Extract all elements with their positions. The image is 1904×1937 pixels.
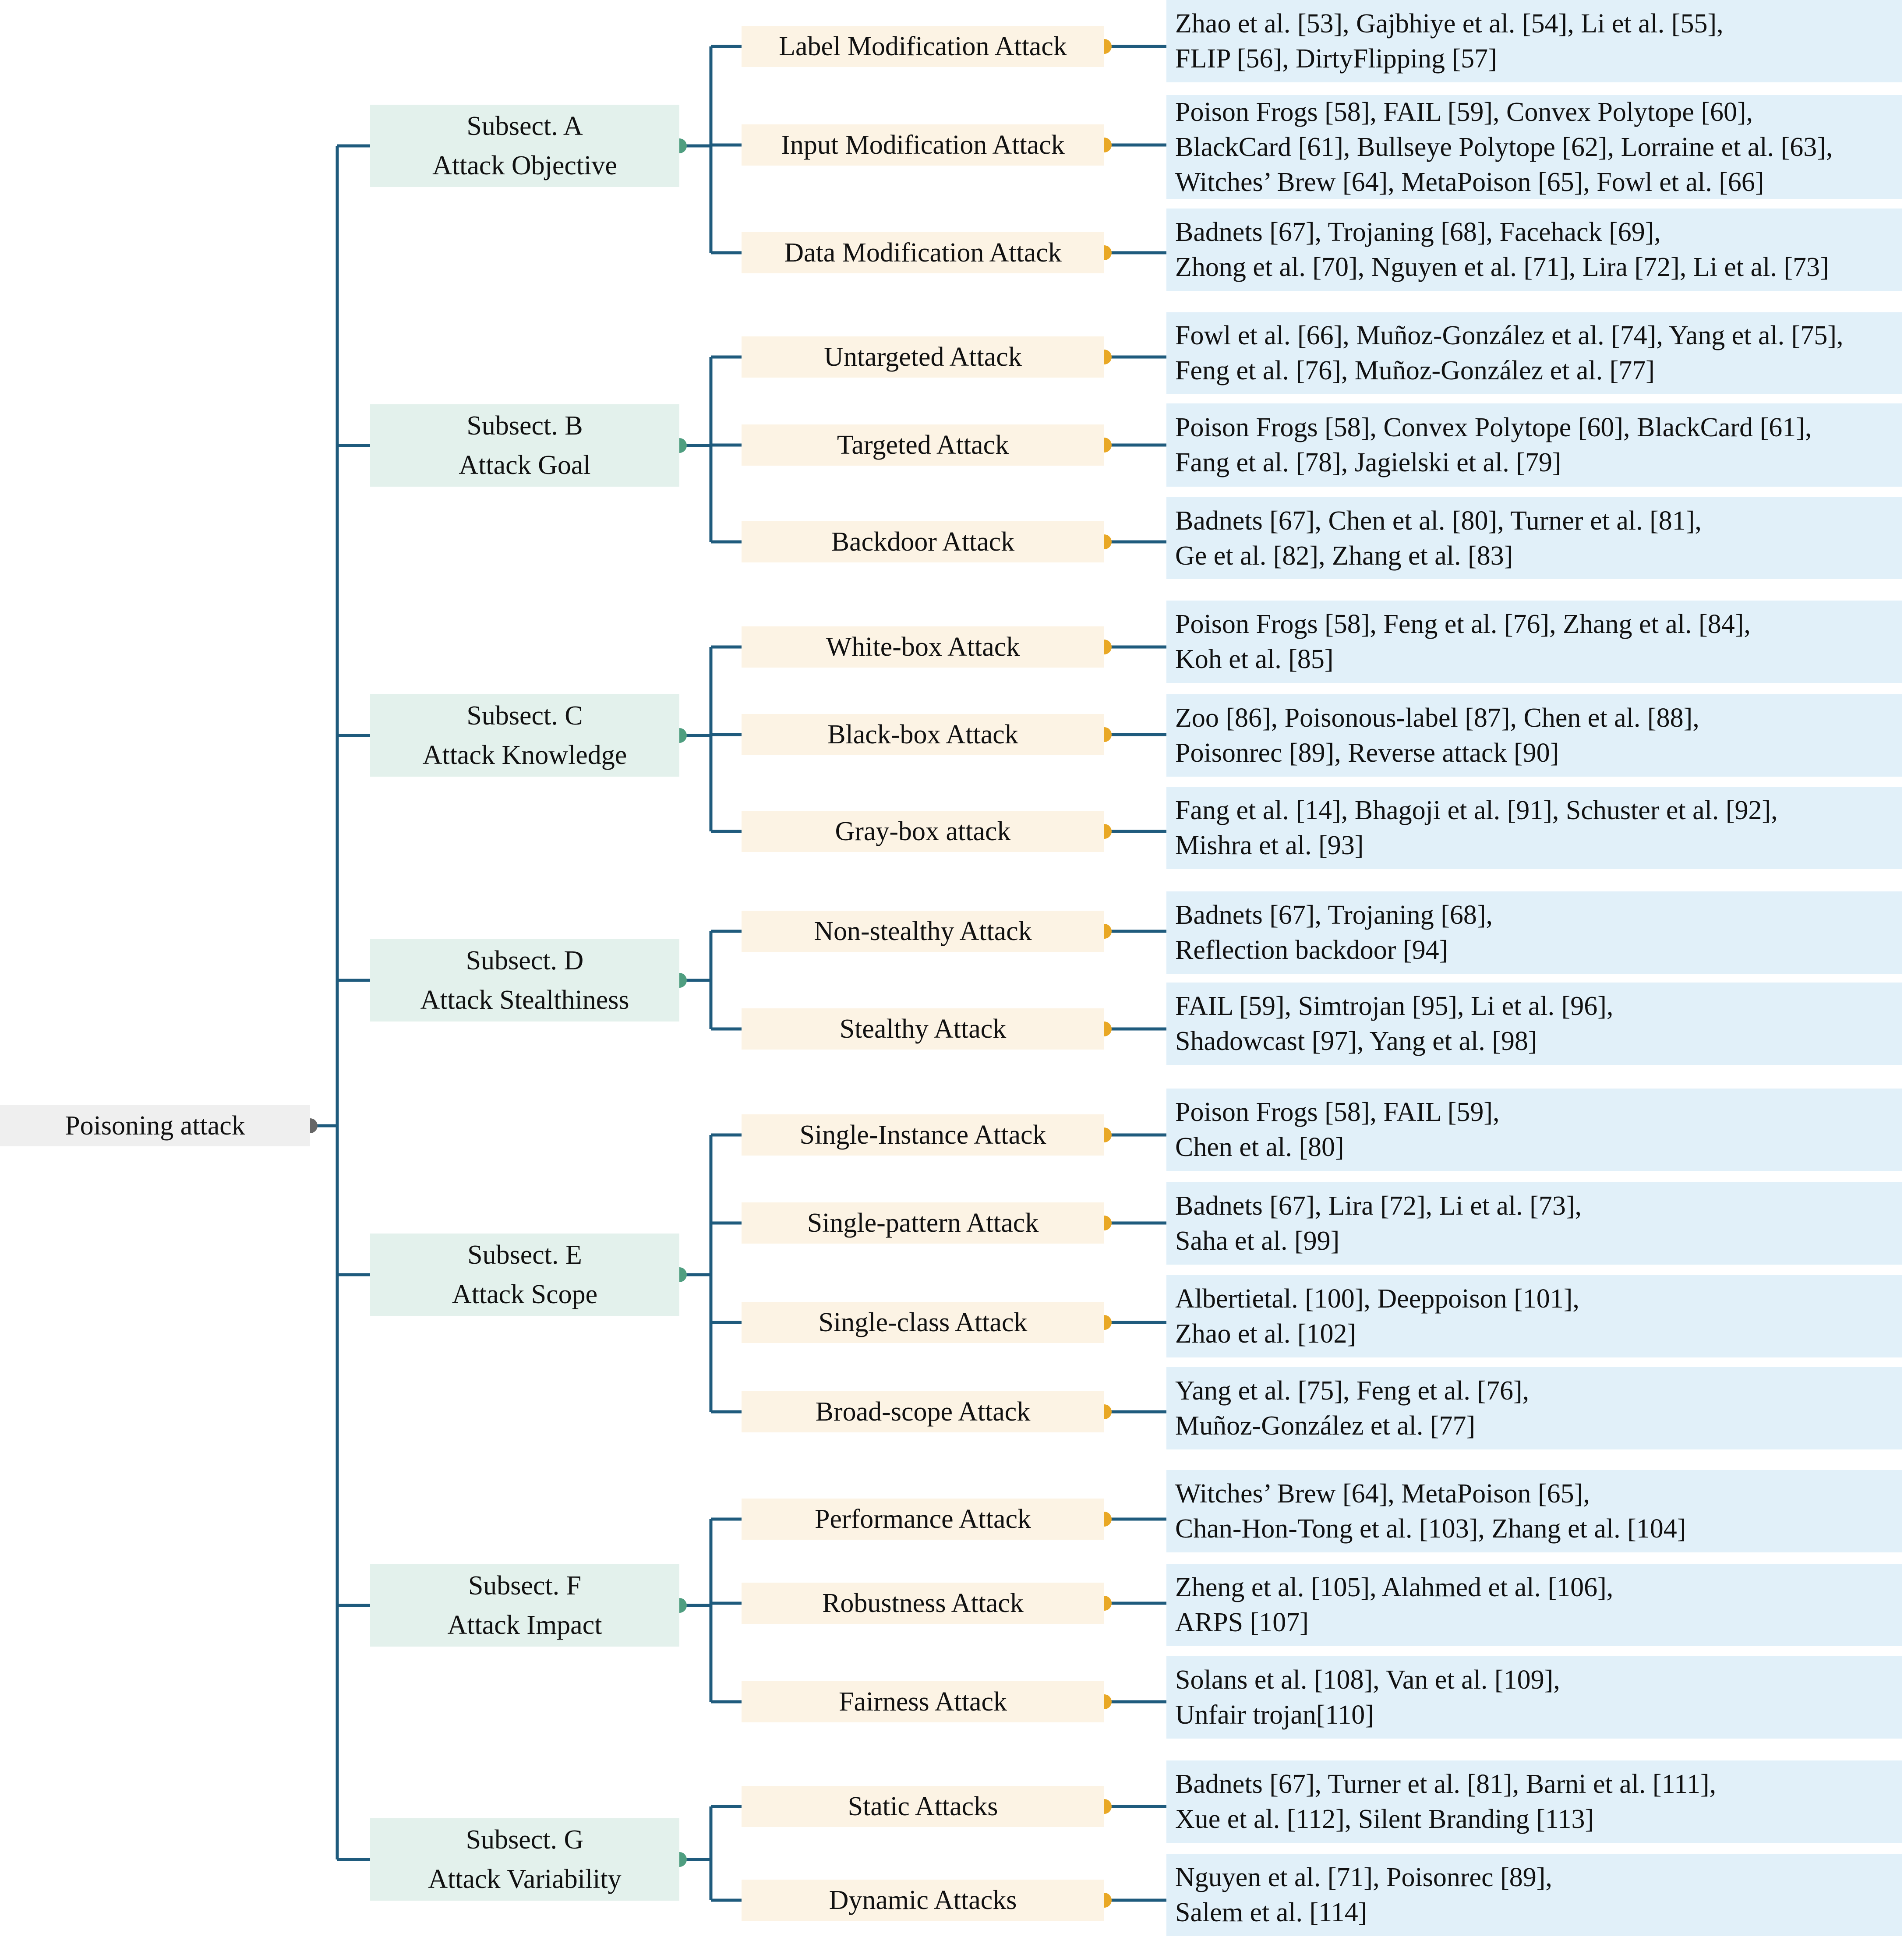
section-node-a bbox=[370, 105, 679, 187]
reference-line: Zhao et al. [53], Gajbhiye et al. [54], Li et al. [55], bbox=[1175, 9, 1724, 39]
category-node bbox=[742, 1786, 1104, 1827]
reference-list bbox=[1166, 601, 1902, 683]
reference-list bbox=[1166, 787, 1902, 869]
reference-line: Solans et al. [108], Van et al. [109], bbox=[1175, 1665, 1560, 1695]
reference-line: Zheng et al. [105], Alahmed et al. [106], bbox=[1175, 1573, 1614, 1602]
reference-line: Shadowcast [97], Yang et al. [98] bbox=[1175, 1026, 1537, 1056]
section-node-d bbox=[370, 939, 679, 1022]
reference-list bbox=[1166, 1089, 1902, 1171]
category-node bbox=[742, 714, 1104, 755]
reference-line: Zhong et al. [70], Nguyen et al. [71], Lira [72], Li et al. [73] bbox=[1175, 252, 1829, 282]
reference-line: Badnets [67], Trojaning [68], bbox=[1175, 900, 1493, 930]
section-node-e bbox=[370, 1234, 679, 1316]
category-label: Gray-box attack bbox=[835, 816, 1011, 846]
reference-line: Badnets [67], Turner et al. [81], Barni et al. [111], bbox=[1175, 1769, 1717, 1799]
reference-list bbox=[1166, 1275, 1902, 1357]
reference-line: Koh et al. [85] bbox=[1175, 644, 1334, 674]
root-node bbox=[0, 1105, 310, 1146]
category-label: Performance Attack bbox=[814, 1504, 1031, 1534]
reference-line: FAIL [59], Simtrojan [95], Li et al. [96], bbox=[1175, 991, 1614, 1021]
category-label: Input Modification Attack bbox=[781, 130, 1065, 160]
category-node bbox=[742, 911, 1104, 952]
reference-line: Zoo [86], Poisonous-label [87], Chen et al. [88], bbox=[1175, 703, 1699, 733]
section-node-b bbox=[370, 404, 679, 487]
section-title: Subsect. G bbox=[466, 1825, 584, 1855]
category-node bbox=[742, 1302, 1104, 1343]
reference-line: Poison Frogs [58], FAIL [59], bbox=[1175, 1097, 1500, 1127]
category-node bbox=[742, 1880, 1104, 1921]
section-title: Subsect. B bbox=[466, 411, 583, 441]
category-node bbox=[742, 424, 1104, 466]
reference-line: Witches’ Brew [64], MetaPoison [65], Fowl et al. [66] bbox=[1175, 167, 1764, 197]
reference-list bbox=[1166, 1182, 1902, 1265]
reference-line: Salem et al. [114] bbox=[1175, 1898, 1367, 1927]
reference-list bbox=[1166, 1564, 1902, 1646]
category-label: Single-Instance Attack bbox=[799, 1120, 1046, 1150]
category-label: Data Modification Attack bbox=[784, 237, 1062, 268]
category-label: Robustness Attack bbox=[822, 1588, 1024, 1618]
reference-list bbox=[1166, 694, 1902, 777]
reference-line: Reflection backdoor [94] bbox=[1175, 935, 1448, 965]
category-label: Untargeted Attack bbox=[824, 342, 1022, 372]
reference-line: Fang et al. [78], Jagielski et al. [79] bbox=[1175, 448, 1561, 477]
reference-line: Poison Frogs [58], Feng et al. [76], Zhang et al. [84], bbox=[1175, 609, 1751, 639]
reference-line: Fang et al. [14], Bhagoji et al. [91], Schuster et al. [92], bbox=[1175, 795, 1778, 825]
section-title: Subsect. C bbox=[466, 701, 583, 731]
category-node bbox=[742, 1499, 1104, 1540]
reference-line: Zhao et al. [102] bbox=[1175, 1319, 1356, 1349]
reference-line: ARPS [107] bbox=[1175, 1608, 1309, 1637]
section-title: Subsect. A bbox=[466, 111, 583, 141]
category-label: Single-class Attack bbox=[818, 1307, 1028, 1337]
category-node bbox=[742, 124, 1104, 166]
reference-line: Badnets [67], Chen et al. [80], Turner et al. [81], bbox=[1175, 505, 1702, 536]
category-label: Stealthy Attack bbox=[839, 1014, 1007, 1044]
section-subtitle: Attack Objective bbox=[432, 151, 617, 180]
category-label: Broad-scope Attack bbox=[815, 1396, 1031, 1427]
reference-list bbox=[1166, 403, 1902, 487]
section-subtitle: Attack Knowledge bbox=[422, 740, 627, 770]
category-label: Non-stealthy Attack bbox=[814, 916, 1032, 946]
category-node bbox=[742, 1583, 1104, 1624]
section-subtitle: Attack Variability bbox=[428, 1864, 622, 1894]
root-label: Poisoning attack bbox=[65, 1110, 245, 1141]
reference-line: Badnets [67], Trojaning [68], Facehack [69], bbox=[1175, 217, 1661, 247]
reference-line: Mishra et al. [93] bbox=[1175, 831, 1364, 860]
reference-line: Poison Frogs [58], Convex Polytope [60], BlackCard [61], bbox=[1175, 413, 1812, 442]
reference-line: Witches’ Brew [64], MetaPoison [65], bbox=[1175, 1479, 1590, 1509]
reference-list bbox=[1166, 1656, 1902, 1739]
category-node bbox=[742, 1008, 1104, 1050]
reference-line: Nguyen et al. [71], Poisonrec [89], bbox=[1175, 1863, 1552, 1892]
section-title: Subsect. D bbox=[466, 946, 584, 976]
reference-list bbox=[1166, 0, 1902, 82]
reference-line: Fowl et al. [66], Muñoz-González et al. [74], Yang et al. [75], bbox=[1175, 321, 1844, 350]
section-node-c bbox=[370, 694, 679, 777]
category-label: Targeted Attack bbox=[837, 430, 1009, 460]
category-node bbox=[742, 26, 1104, 67]
reference-list bbox=[1166, 891, 1902, 974]
category-node bbox=[742, 1202, 1104, 1244]
section-title: Subsect. E bbox=[467, 1240, 582, 1270]
section-subtitle: Attack Scope bbox=[452, 1280, 598, 1309]
section-node-g bbox=[370, 1818, 679, 1901]
section-title: Subsect. F bbox=[468, 1571, 582, 1601]
category-node bbox=[742, 1681, 1104, 1722]
category-label: Fairness Attack bbox=[839, 1686, 1007, 1717]
reference-line: Ge et al. [82], Zhang et al. [83] bbox=[1175, 541, 1513, 571]
category-label: Black-box Attack bbox=[827, 719, 1018, 749]
category-node bbox=[742, 521, 1104, 562]
reference-list bbox=[1166, 312, 1902, 394]
category-label: Label Modification Attack bbox=[779, 31, 1067, 61]
reference-line: Xue et al. [112], Silent Branding [113] bbox=[1175, 1804, 1594, 1834]
reference-line: BlackCard [61], Bullseye Polytope [62], Lorraine et al. [63], bbox=[1175, 132, 1833, 162]
reference-list bbox=[1166, 95, 1902, 199]
category-node bbox=[742, 626, 1104, 668]
reference-list bbox=[1166, 209, 1902, 291]
category-label: White-box Attack bbox=[826, 632, 1020, 662]
category-label: Single-pattern Attack bbox=[807, 1208, 1039, 1238]
category-label: Dynamic Attacks bbox=[829, 1885, 1017, 1915]
reference-list bbox=[1166, 1760, 1902, 1843]
reference-list bbox=[1166, 983, 1902, 1065]
category-node bbox=[742, 1114, 1104, 1156]
reference-line: Saha et al. [99] bbox=[1175, 1226, 1340, 1256]
reference-line: Albertietal. [100], Deeppoison [101], bbox=[1175, 1284, 1579, 1314]
category-node bbox=[742, 232, 1104, 273]
section-subtitle: Attack Impact bbox=[447, 1610, 602, 1640]
reference-list bbox=[1166, 1470, 1902, 1552]
section-subtitle: Attack Goal bbox=[459, 450, 591, 480]
category-node bbox=[742, 1391, 1104, 1432]
category-node bbox=[742, 336, 1104, 378]
reference-line: Badnets [67], Lira [72], Li et al. [73], bbox=[1175, 1191, 1582, 1221]
reference-line: Yang et al. [75], Feng et al. [76], bbox=[1175, 1376, 1530, 1406]
reference-line: Chen et al. [80] bbox=[1175, 1132, 1344, 1162]
category-node bbox=[742, 811, 1104, 852]
category-label: Static Attacks bbox=[848, 1791, 998, 1821]
section-node-f bbox=[370, 1564, 679, 1647]
reference-line: Unfair trojan[110] bbox=[1175, 1700, 1374, 1730]
reference-line: FLIP [56], DirtyFlipping [57] bbox=[1175, 44, 1497, 74]
reference-line: Poisonrec [89], Reverse attack [90] bbox=[1175, 738, 1559, 768]
category-label: Backdoor Attack bbox=[831, 527, 1015, 557]
reference-list bbox=[1166, 1367, 1902, 1449]
reference-line: Muñoz-González et al. [77] bbox=[1175, 1411, 1476, 1441]
section-subtitle: Attack Stealthiness bbox=[420, 985, 629, 1015]
reference-line: Chan-Hon-Tong et al. [103], Zhang et al. [104] bbox=[1175, 1514, 1686, 1544]
reference-line: Poison Frogs [58], FAIL [59], Convex Polytope [60], bbox=[1175, 97, 1753, 127]
reference-list bbox=[1166, 497, 1902, 579]
reference-line: Feng et al. [76], Muñoz-González et al. [77] bbox=[1175, 356, 1655, 385]
reference-list bbox=[1166, 1854, 1902, 1936]
